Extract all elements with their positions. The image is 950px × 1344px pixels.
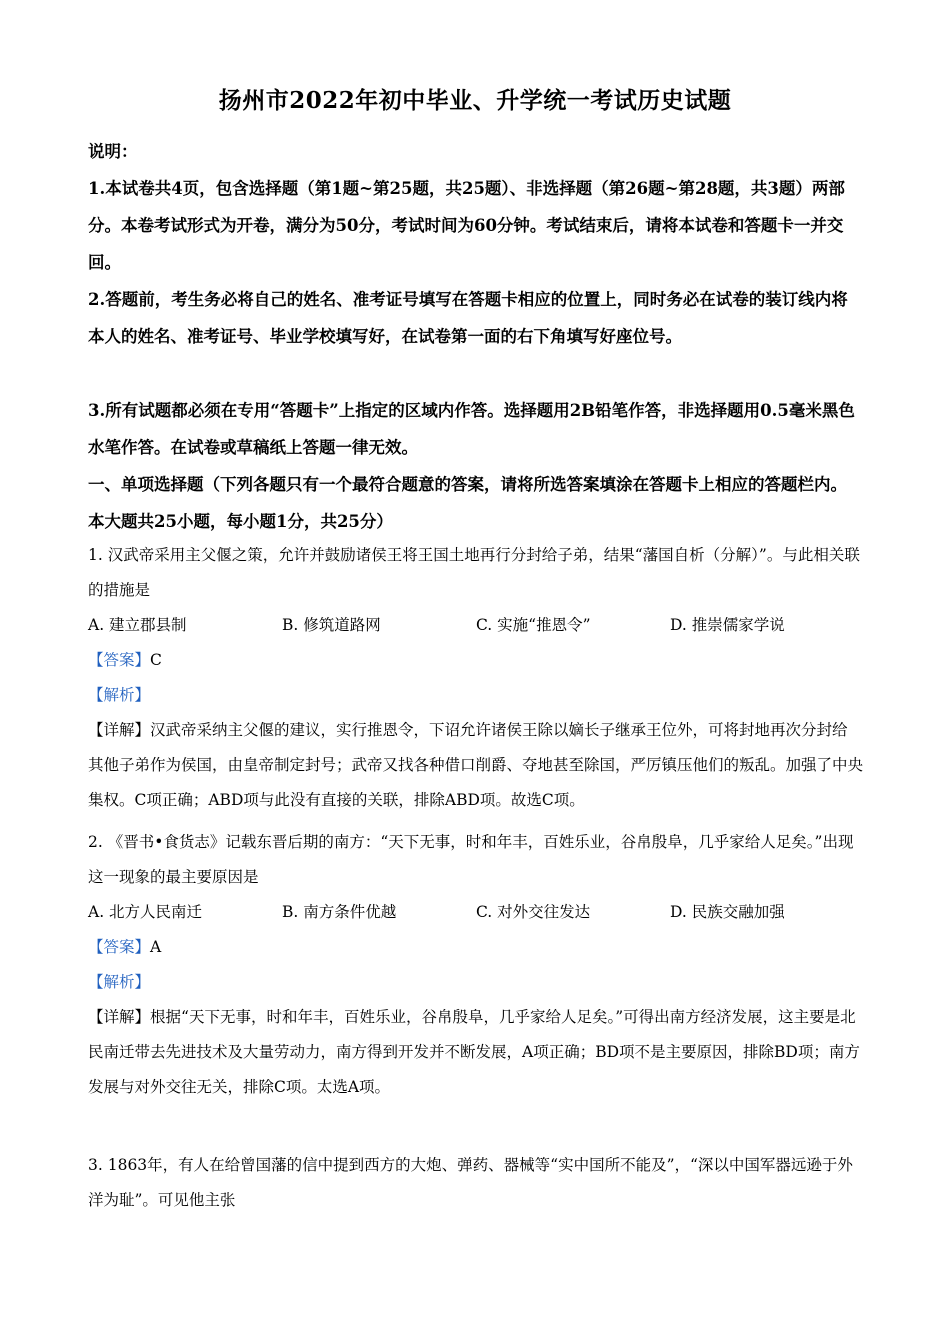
answer-label: 【答案】 — [88, 651, 151, 669]
analysis-label: 【解析】 — [88, 973, 151, 991]
question-2-analysis-label — [88, 965, 863, 1000]
question-3-stem: 3. 1863年，有人在给曾国藩的信中提到西方的大炮、弹药、器械等“实中国所不能及”，“深以中国军器远逊于外洋为耻”。可见他主张 — [88, 1156, 853, 1209]
section-heading: 一、单项选择题（下列各题只有一个最符合题意的答案，请将所选答案填涂在答题卡上相应的答题栏内。本大题共25小题，每小题1分，共25分） — [88, 475, 847, 531]
detail-label: 【详解】 — [88, 1008, 151, 1026]
page-title: 扬州市2022年初中毕业、升学统一考试历史试题 — [218, 87, 732, 114]
answer-value: C — [150, 651, 162, 669]
question-1-option-a: A. 建立郡县制 — [88, 616, 187, 634]
detail-text: 根据“天下无事，时和年丰，百姓乐业，谷帛殷阜，几乎家给人足矣。”可得出南方经济发展，这主要是北民南迁带去先进技术及大量劳动力，南方得到开发并不断发展，A项正确；BD项不是主要原因，排除BD项；南方发展与对外交往无关，排除C项。太选A项。 — [88, 1008, 860, 1096]
question-1-option-b: B. 修筑道路网 — [282, 616, 381, 634]
question-1-options — [88, 608, 863, 643]
instruction-item-3: 3.所有试题都必须在专用“答题卡”上指定的区域内作答。选择题用2B铅笔作答，非选择题用0.5毫米黑色水笔作答。在试卷或草稿纸上答题一律无效。 — [88, 401, 855, 457]
answer-value: A — [150, 938, 162, 956]
question-1-detail — [88, 713, 863, 818]
question-2-option-b: B. 南方条件优越 — [282, 903, 397, 921]
question-2-option-a: A. 北方人民南迁 — [88, 903, 203, 921]
question-2-option-d: D. 民族交融加强 — [670, 903, 785, 921]
question-1-answer — [88, 643, 863, 678]
answer-label: 【答案】 — [88, 938, 151, 956]
detail-text: 汉武帝采纳主父偃的建议，实行推恩令，下诏允许诸侯王除以嫡长子继承王位外，可将封地再次分封给其他子弟作为侯国，由皇帝制定封号；武帝又找各种借口削爵、夺地甚至除国，严厉镇压他们的叛乱。加强了中央集权。C项正确；ABD项与此没有直接的关联，排除ABD项。故选C项。 — [88, 721, 864, 809]
question-2-option-c: C. 对外交往发达 — [476, 903, 591, 921]
question-2-answer — [88, 930, 863, 965]
question-1-option-c: C. 实施“推恩令” — [476, 616, 591, 634]
detail-label: 【详解】 — [88, 721, 151, 739]
question-1-option-d: D. 推崇儒家学说 — [670, 616, 785, 634]
question-2-stem: 2. 《晋书•食货志》记载东晋后期的南方：“天下无事，时和年丰，百姓乐业，谷帛殷阜，几乎家给人足矣。”出现这一现象的最主要原因是 — [88, 833, 854, 886]
analysis-label: 【解析】 — [88, 686, 151, 704]
question-1-stem: 1. 汉武帝采用主父偃之策，允许并鼓励诸侯王将王国土地再行分封给子弟，结果“藩国自析（分解）”。与此相关联的措施是 — [88, 546, 860, 599]
question-1-analysis-label — [88, 678, 863, 713]
instructions-heading: 说明： — [88, 142, 138, 161]
question-2-detail — [88, 1000, 863, 1105]
question-2-options — [88, 895, 863, 930]
instruction-item-1: 1.本试卷共4页，包含选择题（第1题~第25题，共25题）、非选择题（第26题~第28题，共3题）两部分。本卷考试形式为开卷，满分为50分，考试时间为60分钟。考试结束后，请将本试卷和答题卡一并交回。 — [88, 179, 845, 272]
instruction-item-2: 2.答题前，考生务必将自己的姓名、准考证号填写在答题卡相应的位置上，同时务必在试卷的装订线内将本人的姓名、准考证号、毕业学校填写好，在试卷第一面的右下角填写好座位号。 — [88, 290, 848, 346]
